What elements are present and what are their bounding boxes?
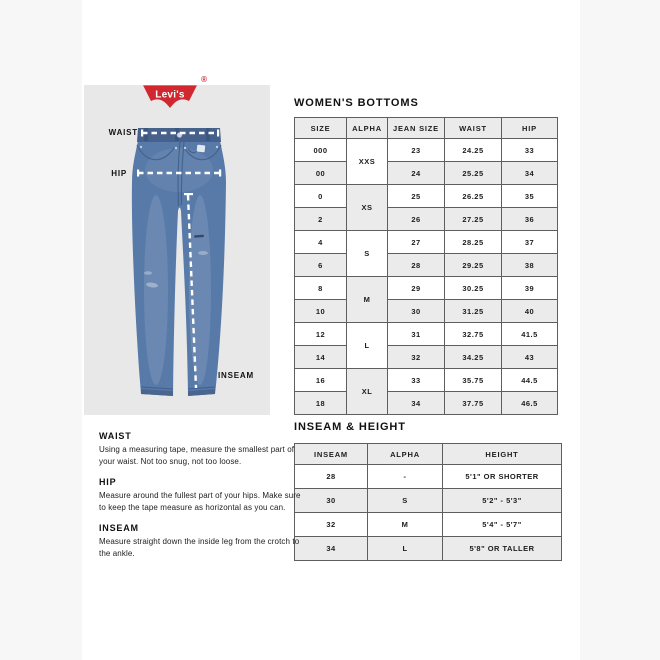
column-header: ALPHA: [368, 444, 443, 465]
levis-wordmark: Levi's: [155, 89, 185, 101]
jean-size-cell: 33: [388, 369, 445, 392]
height-cell: 5'4" - 5'7": [443, 513, 562, 537]
column-header: JEAN SIZE: [388, 118, 445, 139]
alpha-cell: M: [368, 513, 443, 537]
alpha-cell: -: [368, 465, 443, 489]
bottoms-table-title: WOMEN'S BOTTOMS: [294, 97, 419, 109]
size-row: [295, 139, 558, 162]
alpha-cell: XL: [347, 369, 388, 415]
size-row: [295, 254, 558, 277]
size-cell: 0: [295, 185, 347, 208]
hip-cell: 43: [502, 346, 558, 369]
height-cell: 5'1" OR SHORTER: [443, 465, 562, 489]
waist-measure-label: WAIST: [108, 128, 138, 137]
size-cell: 000: [295, 139, 347, 162]
hip-cell: 46.5: [502, 392, 558, 415]
jean-size-cell: 28: [388, 254, 445, 277]
column-header: SIZE: [295, 118, 347, 139]
size-cell: 16: [295, 369, 347, 392]
size-cell: 2: [295, 208, 347, 231]
size-row: [295, 346, 558, 369]
waist-cell: 30.25: [445, 277, 502, 300]
alpha-cell: XXS: [347, 139, 388, 185]
waist-cell: 31.25: [445, 300, 502, 323]
inseam-row: [295, 489, 562, 513]
inseam-cell: 30: [295, 489, 368, 513]
size-cell: 18: [295, 392, 347, 415]
inseam-instruction: [99, 523, 301, 559]
hip-cell: 37: [502, 231, 558, 254]
bottoms-size-table: [294, 117, 558, 415]
header-row: [295, 444, 562, 465]
alpha-cell: L: [368, 537, 443, 561]
size-row: [295, 277, 558, 300]
size-row: [295, 369, 558, 392]
alpha-cell: XS: [347, 185, 388, 231]
column-header: ALPHA: [347, 118, 388, 139]
size-row: [295, 162, 558, 185]
header-row: [295, 118, 558, 139]
jean-size-cell: 29: [388, 277, 445, 300]
size-row: [295, 300, 558, 323]
waist-instruction-body: Using a measuring tape, measure the smallest part of your waist. Not too snug, not too loose.: [99, 445, 295, 466]
size-row: [295, 231, 558, 254]
waist-cell: 24.25: [445, 139, 502, 162]
hip-instruction-heading: HIP: [99, 477, 117, 488]
alpha-cell: S: [347, 231, 388, 277]
size-row: [295, 392, 558, 415]
size-cell: 14: [295, 346, 347, 369]
inseam-row: [295, 465, 562, 489]
jeans-diagram-panel: [84, 75, 270, 415]
hip-cell: 36: [502, 208, 558, 231]
hip-cell: 39: [502, 277, 558, 300]
inseam-measure-label: INSEAM: [218, 371, 254, 380]
inseam-row: [295, 513, 562, 537]
size-cell: 00: [295, 162, 347, 185]
hip-instruction-body: Measure around the fullest part of your hips. Make sure to keep the tape measure as horizontal as you can.: [99, 491, 301, 512]
height-cell: 5'8" OR TALLER: [443, 537, 562, 561]
size-row: [295, 208, 558, 231]
jean-size-cell: 26: [388, 208, 445, 231]
hip-cell: 41.5: [502, 323, 558, 346]
column-header: WAIST: [445, 118, 502, 139]
waist-cell: 27.25: [445, 208, 502, 231]
size-row: [295, 323, 558, 346]
hip-cell: 40: [502, 300, 558, 323]
jean-size-cell: 30: [388, 300, 445, 323]
waist-instruction-heading: WAIST: [99, 431, 132, 441]
jean-size-cell: 31: [388, 323, 445, 346]
size-row: [295, 185, 558, 208]
inseam-height-table: [294, 443, 562, 561]
size-cell: 8: [295, 277, 347, 300]
size-cell: 12: [295, 323, 347, 346]
size-guide-card: [82, 0, 580, 660]
inseam-table-title: INSEAM & HEIGHT: [294, 421, 406, 433]
column-header: INSEAM: [295, 444, 368, 465]
waist-cell: 29.25: [445, 254, 502, 277]
jean-size-cell: 23: [388, 139, 445, 162]
levis-logo: [141, 75, 207, 112]
hip-cell: 44.5: [502, 369, 558, 392]
hip-cell: 38: [502, 254, 558, 277]
waist-cell: 34.25: [445, 346, 502, 369]
levis-batwing-icon: [141, 84, 199, 112]
jean-size-cell: 34: [388, 392, 445, 415]
inseam-instruction-heading: INSEAM: [99, 523, 139, 534]
jean-size-cell: 32: [388, 346, 445, 369]
height-cell: 5'2" - 5'3": [443, 489, 562, 513]
inseam-row: [295, 537, 562, 561]
waist-cell: 28.25: [445, 231, 502, 254]
hip-measure-label: HIP: [111, 169, 127, 178]
waist-cell: 26.25: [445, 185, 502, 208]
column-header: HIP: [502, 118, 558, 139]
hip-cell: 33: [502, 139, 558, 162]
hip-instruction: [99, 477, 301, 513]
jean-size-cell: 24: [388, 162, 445, 185]
hip-cell: 35: [502, 185, 558, 208]
inseam-instruction-body: Measure straight down the inside leg from the crotch to the ankle.: [99, 537, 300, 558]
inseam-cell: 28: [295, 465, 368, 489]
size-cell: 6: [295, 254, 347, 277]
registered-trademark: ®: [201, 75, 207, 84]
alpha-cell: M: [347, 277, 388, 323]
measurement-instructions: [99, 431, 301, 570]
inseam-cell: 32: [295, 513, 368, 537]
inseam-cell: 34: [295, 537, 368, 561]
waist-cell: 32.75: [445, 323, 502, 346]
waist-cell: 25.25: [445, 162, 502, 185]
alpha-cell: L: [347, 323, 388, 369]
waist-cell: 37.75: [445, 392, 502, 415]
hip-cell: 34: [502, 162, 558, 185]
column-header: HEIGHT: [443, 444, 562, 465]
size-cell: 10: [295, 300, 347, 323]
jean-size-cell: 27: [388, 231, 445, 254]
alpha-cell: S: [368, 489, 443, 513]
waist-cell: 35.75: [445, 369, 502, 392]
waist-instruction: [99, 431, 301, 467]
size-cell: 4: [295, 231, 347, 254]
jean-size-cell: 25: [388, 185, 445, 208]
